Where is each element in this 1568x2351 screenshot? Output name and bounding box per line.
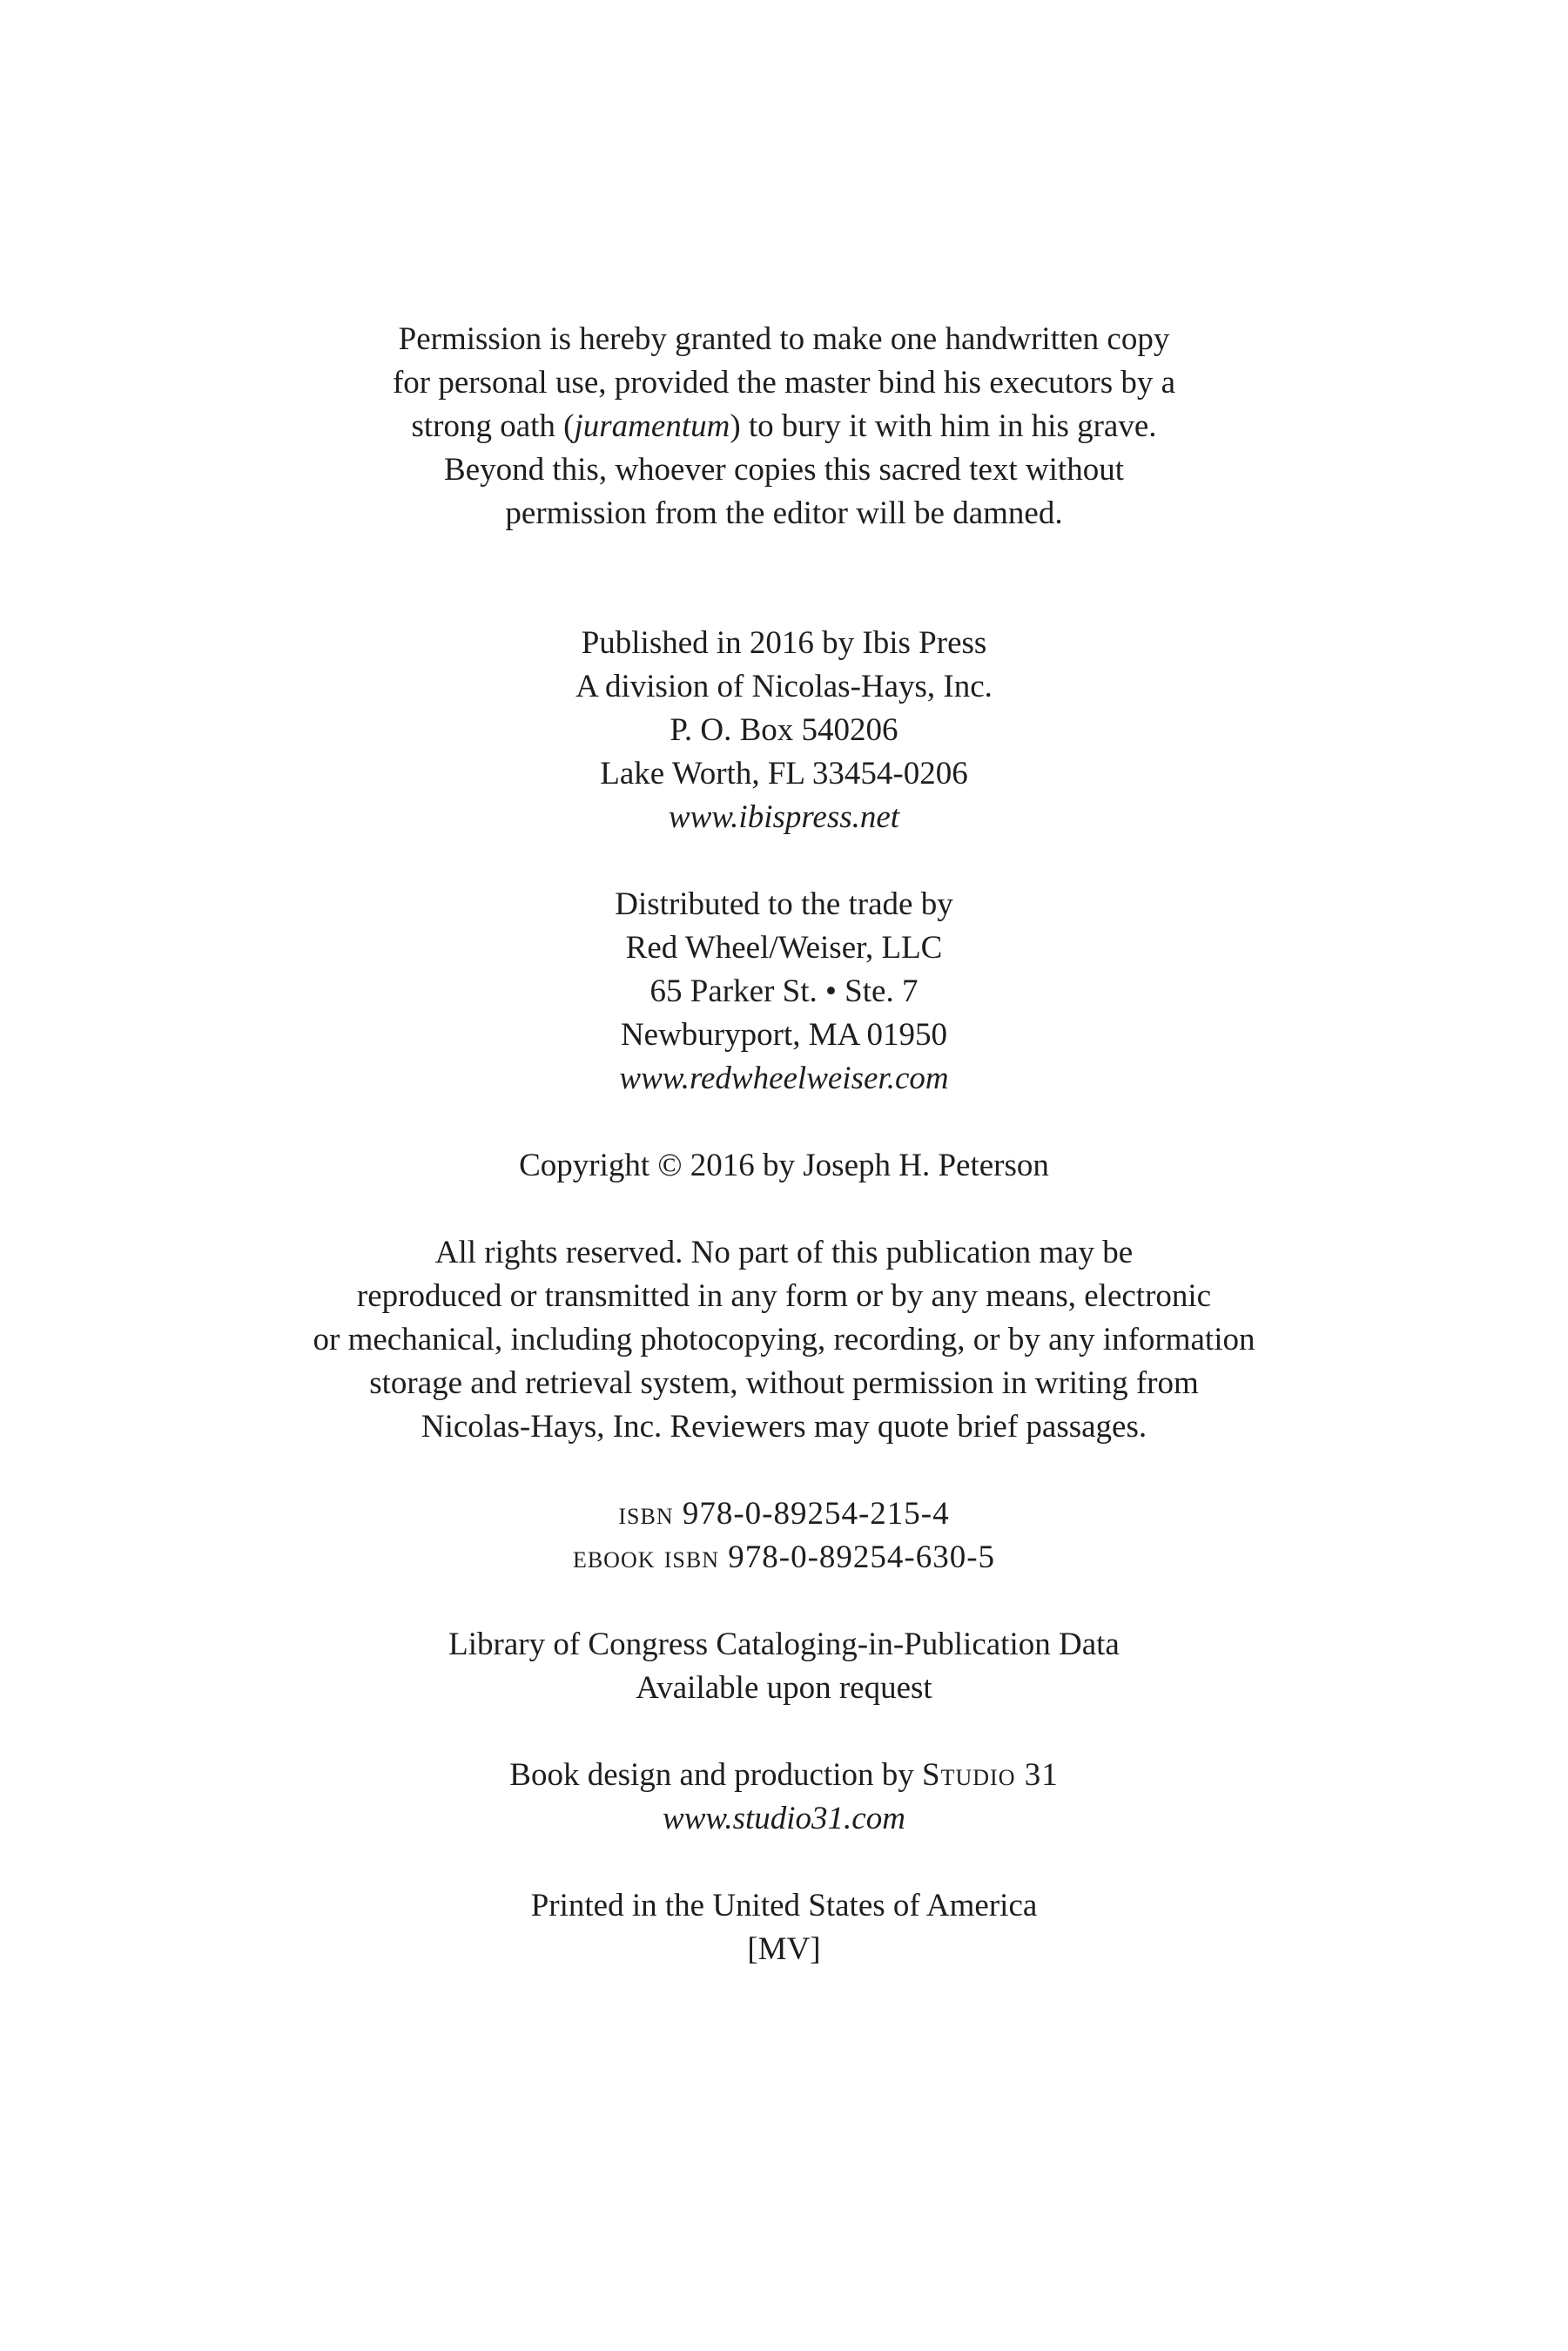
rights-line-1: All rights reserved. No part of this publication may be	[434, 1235, 1134, 1270]
isbn-info	[0, 1492, 1568, 1580]
rights-statement	[0, 1231, 1568, 1449]
isbn-ebook: ebook isbn 978-0-89254-630-5	[572, 1539, 996, 1575]
permission-line-3-start: strong oath (	[411, 408, 575, 444]
isbn-print: isbn 978-0-89254-215-4	[618, 1496, 950, 1532]
printer-code: [MV]	[747, 1931, 821, 1967]
publisher-line-3: P. O. Box 540206	[670, 712, 898, 748]
permission-line-2: for personal use, provided the master bind his executors by a	[392, 365, 1176, 401]
permission-line-4: Beyond this, whoever copies this sacred text without	[444, 452, 1124, 488]
distributor-line-2: Red Wheel/Weiser, LLC	[625, 930, 943, 966]
copyright-notice	[0, 1144, 1568, 1188]
cataloging-line-1: Library of Congress Cataloging-in-Publication Data	[448, 1627, 1120, 1662]
design-credit	[0, 1754, 1568, 1841]
design-line	[0, 1754, 1568, 1797]
distributor-line-1: Distributed to the trade by	[615, 886, 953, 922]
cataloging-line-2: Available upon request	[636, 1670, 932, 1706]
studio-name: Studio 31	[922, 1757, 1059, 1793]
juramentum-term: juramentum	[574, 408, 730, 444]
distributor-line-4: Newburyport, MA 01950	[620, 1017, 948, 1053]
design-line-text: Book design and production by	[509, 1757, 923, 1793]
permission-line-3	[0, 405, 1568, 448]
printing-info	[0, 1884, 1568, 1971]
permission-line-3-end: ) to bury it with him in his grave.	[730, 408, 1157, 444]
distributor-url: www.redwheelweiser.com	[619, 1061, 949, 1096]
rights-line-2: reproduced or transmitted in any form or by any means, electronic	[356, 1278, 1212, 1314]
publisher-line-1: Published in 2016 by Ibis Press	[581, 625, 987, 661]
permission-line-5: permission from the editor will be damned.	[505, 495, 1063, 531]
publisher-line-4: Lake Worth, FL 33454-0206	[600, 756, 968, 792]
publisher-info	[0, 622, 1568, 839]
printed-line: Printed in the United States of America	[530, 1888, 1038, 1923]
cataloging-info	[0, 1623, 1568, 1710]
studio-url: www.studio31.com	[663, 1801, 905, 1836]
distributor-line-3: 65 Parker St. • Ste. 7	[649, 973, 919, 1009]
rights-line-4: storage and retrieval system, without permission in writing from	[369, 1365, 1199, 1401]
rights-line-5: Nicolas-Hays, Inc. Reviewers may quote brief passages.	[421, 1409, 1147, 1445]
rights-line-3: or mechanical, including photocopying, recording, or by any information	[313, 1322, 1255, 1357]
copyright-line: Copyright © 2016 by Joseph H. Peterson	[519, 1148, 1049, 1183]
publisher-url: www.ibispress.net	[668, 799, 900, 835]
permission-line-1: Permission is hereby granted to make one handwritten copy	[398, 321, 1170, 357]
permission-notice	[0, 318, 1568, 536]
publisher-line-2: A division of Nicolas-Hays, Inc.	[575, 669, 993, 704]
distributor-info	[0, 883, 1568, 1101]
